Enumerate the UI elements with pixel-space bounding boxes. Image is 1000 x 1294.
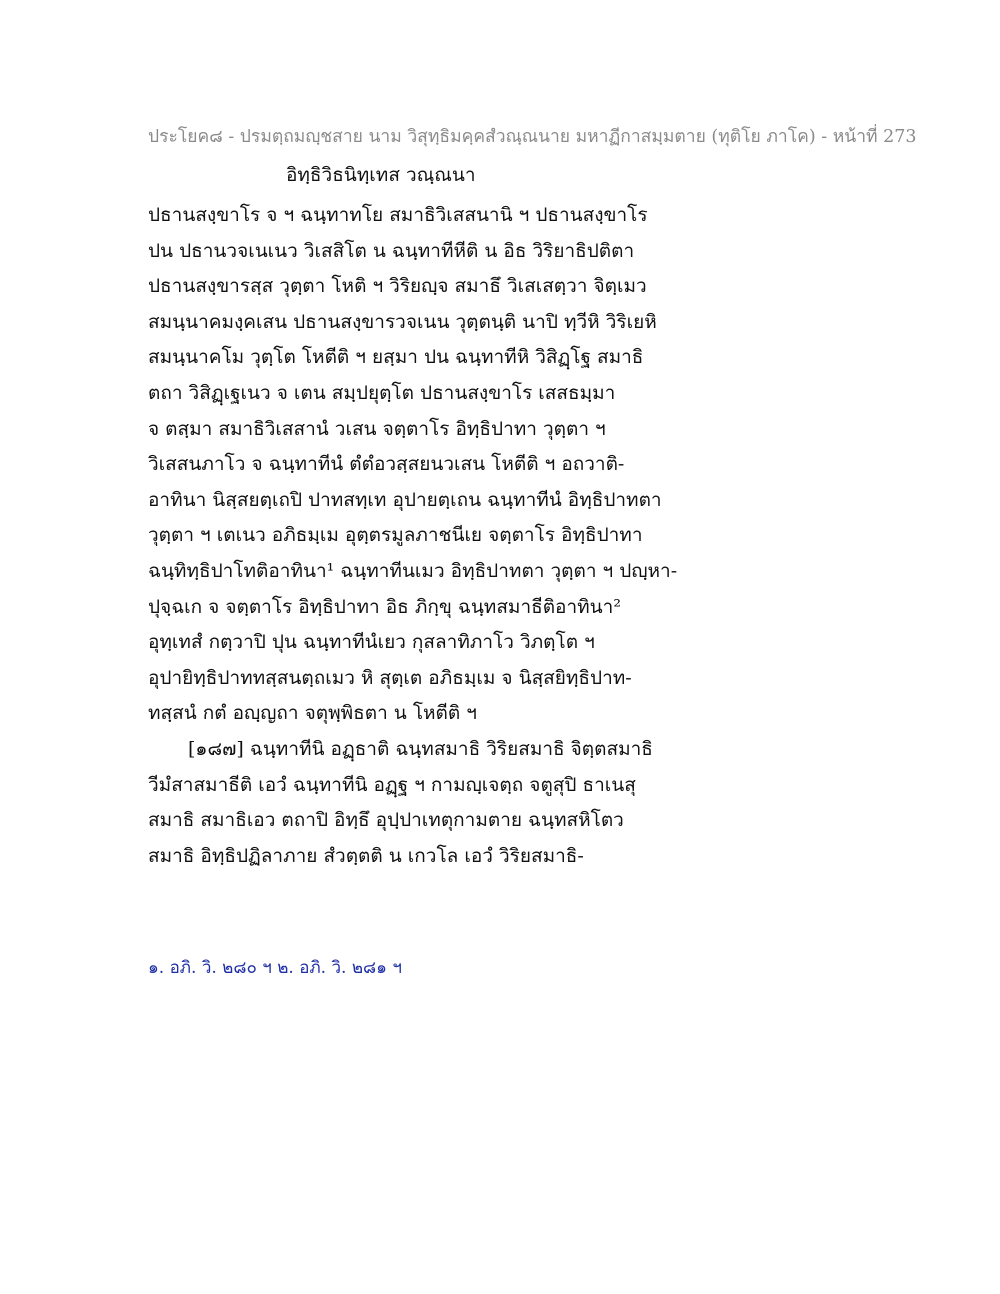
section-title: อิทฺธิวิธนิทฺเทส วณฺณนา bbox=[286, 164, 476, 186]
body-line: สมนฺนาคมงฺคเสน ปธานสงฺขารวจเนน วุตฺตนฺติ นาปิ ทฺวีหิ วิริเยหิ bbox=[148, 310, 657, 333]
body-line: วุตฺตา ฯ เตเนว อภิธมฺเม อุตฺตรมูลภาชนีเย จตฺตาโร อิทฺธิปาทา bbox=[148, 524, 643, 547]
body-line: สมาธิ สมาธิเอว ตถาปิ อิทฺธึ อุปฺปาเทตุกามตาย ฉนฺทสหิโตว bbox=[148, 809, 624, 832]
body-line: อุทฺเทสํ กตฺวาปิ ปุน ฉนฺทาทีนํเยว กุสลาทิภาโว วิภตฺโต ฯ bbox=[148, 631, 595, 654]
body-line: ปุจฺฉเก จ จตฺตาโร อิทฺธิปาทา อิธ ภิกฺขุ ฉนฺทสมาธีติอาทินา² bbox=[148, 595, 621, 618]
body-line: ปน ปธานวจเนเนว วิเสสิโต น ฉนฺทาทีหีติ น อิธ วิริยาธิปติตา bbox=[148, 239, 635, 262]
body-line: ทสฺสนํ กตํ อญฺญถา จตุพฺพิธตา น โหตีติ ฯ bbox=[148, 702, 477, 725]
body-line: ตถา วิสิฏฺเฐเนว จ เตน สมฺปยุตฺโต ปธานสงฺขาโร เสสธมฺมา bbox=[148, 381, 616, 404]
body-line: สมนฺนาคโม วุตฺโต โหตีติ ฯ ยสฺมา ปน ฉนฺทาทีหิ วิสิฏฺโฐ สมาธิ bbox=[148, 346, 644, 369]
paragraph-start-line: [๑๘๗] ฉนฺทาทีนิ อฏฺธาติ ฉนฺทสมาธิ วิริยสมาธิ จิตฺตสมาธิ bbox=[188, 737, 653, 760]
body-text bbox=[148, 198, 708, 874]
running-header: ประโยค๘ - ปรมตฺถมญฺชสาย นาม วิสุทฺธิมคฺคสํวณฺณนาย มหาฏีกาสมฺมตาย (ทุติโย ภาโค) - หน้าที่ 273 bbox=[148, 127, 917, 147]
body-line: วีมํสาสมาธีติ เอวํ ฉนฺทาทีนิ อฏฺฐ ฯ กามญฺเจตฺถ จตูสุปิ ธาเนสุ bbox=[148, 773, 636, 796]
body-line: จ ตสฺมา สมาธิวิเสสานํ วเสน จตฺตาโร อิทฺธิปาทา วุตฺตา ฯ bbox=[148, 417, 606, 440]
body-line: ฉนฺทิทฺธิปาโทติอาทินา¹ ฉนฺทาทีนเมว อิทฺธิปาทตา วุตฺตา ฯ ปญฺหา- bbox=[148, 559, 678, 582]
body-line: ปธานสงฺขารสฺส วุตฺตา โหติ ฯ วิริยญฺจ สมาธึ วิเสเสตฺวา จิตฺเมว bbox=[148, 275, 647, 298]
footnote-references: ๑. อภิ. วิ. ๒๘๐ ฯ ๒. อภิ. วิ. ๒๘๑ ฯ bbox=[148, 958, 402, 978]
body-line: วิเสสนภาโว จ ฉนฺทาทีนํ ตํตํอวสฺสยนวเสน โหตีติ ฯ อถวาติ- bbox=[148, 453, 625, 476]
body-line: สมาธิ อิทฺธิปฏิลาภาย สํวตฺตติ น เกวโล เอวํ วิริยสมาธิ- bbox=[148, 844, 584, 867]
body-line: อาทินา นิสฺสยตฺเถปิ ปาทสทฺเท อุปายตฺเถน ฉนฺทาทีนํ อิทฺธิปาทตา bbox=[148, 488, 662, 511]
body-line: ปธานสงฺขาโร จ ฯ ฉนฺทาทโย สมาธิวิเสสนานิ ฯ ปธานสงฺขาโร bbox=[148, 204, 648, 226]
body-line: อุปายิทฺธิปาททสฺสนตฺถเมว หิ สุตฺเต อภิธมฺเม จ นิสฺสยิทฺธิปาท- bbox=[148, 666, 632, 689]
